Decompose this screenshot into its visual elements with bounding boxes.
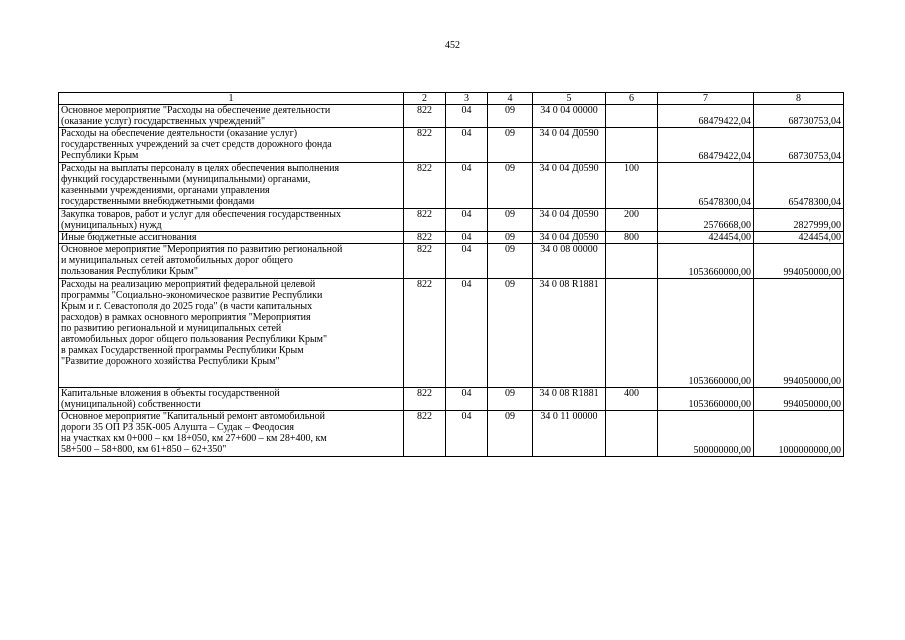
column-header: 7 bbox=[658, 93, 754, 105]
column-header: 2 bbox=[404, 93, 446, 105]
section-code: 04 bbox=[446, 128, 488, 163]
section-code: 04 bbox=[446, 105, 488, 128]
column-header: 1 bbox=[59, 93, 404, 105]
section-code: 04 bbox=[446, 232, 488, 244]
amount-year-1: 1053660000,00 bbox=[658, 244, 754, 279]
table-row bbox=[59, 388, 844, 411]
target-article-code: 34 0 08 R1881 bbox=[533, 279, 606, 388]
page-number: 452 bbox=[445, 40, 460, 51]
subsection-code: 09 bbox=[488, 105, 533, 128]
expense-type-code bbox=[606, 411, 658, 457]
subsection-code: 09 bbox=[488, 244, 533, 279]
amount-year-1: 500000000,00 bbox=[658, 411, 754, 457]
table-row bbox=[59, 244, 844, 279]
section-code: 04 bbox=[446, 411, 488, 457]
grbs-code: 822 bbox=[404, 244, 446, 279]
amount-year-1: 65478300,04 bbox=[658, 163, 754, 209]
table-row bbox=[59, 232, 844, 244]
amount-year-2: 424454,00 bbox=[754, 232, 844, 244]
grbs-code: 822 bbox=[404, 128, 446, 163]
table-row bbox=[59, 128, 844, 163]
subsection-code: 09 bbox=[488, 279, 533, 388]
amount-year-1: 1053660000,00 bbox=[658, 279, 754, 388]
target-article-code: 34 0 04 Д0590 bbox=[533, 163, 606, 209]
subsection-code: 09 bbox=[488, 163, 533, 209]
table-row bbox=[59, 163, 844, 209]
amount-year-2: 994050000,00 bbox=[754, 244, 844, 279]
target-article-code: 34 0 04 00000 bbox=[533, 105, 606, 128]
column-header: 5 bbox=[533, 93, 606, 105]
amount-year-1: 2576668,00 bbox=[658, 209, 754, 232]
expense-type-code bbox=[606, 128, 658, 163]
column-header: 3 bbox=[446, 93, 488, 105]
amount-year-2: 1000000000,00 bbox=[754, 411, 844, 457]
target-article-code: 34 0 04 Д0590 bbox=[533, 128, 606, 163]
column-header: 4 bbox=[488, 93, 533, 105]
subsection-code: 09 bbox=[488, 411, 533, 457]
expense-name: Расходы на выплаты персоналу в целях обеспечения выполнения функций государственными (муниципальными) органами, казенными учреждениями, органами управления государственными внебюджетными фондами bbox=[59, 163, 404, 209]
expense-type-code bbox=[606, 279, 658, 388]
amount-year-1: 68479422,04 bbox=[658, 105, 754, 128]
grbs-code: 822 bbox=[404, 411, 446, 457]
expense-name: Расходы на обеспечение деятельности (оказание услуг) государственных учреждений за счет средств дорожного фонда Республики Крым bbox=[59, 128, 404, 163]
table-header-row bbox=[59, 93, 844, 105]
section-code: 04 bbox=[446, 244, 488, 279]
subsection-code: 09 bbox=[488, 128, 533, 163]
amount-year-2: 68730753,04 bbox=[754, 128, 844, 163]
expense-name: Основное мероприятие "Капитальный ремонт автомобильной дороги 35 ОП РЗ 35К-005 Алушта – Судак – Феодосия на участках км 0+000 – км 18+050, км 27+600 – км 28+400, км 58+500 – 58+800, км 61+850 – 62+350" bbox=[59, 411, 404, 457]
amount-year-2: 994050000,00 bbox=[754, 388, 844, 411]
section-code: 04 bbox=[446, 209, 488, 232]
table-row bbox=[59, 209, 844, 232]
grbs-code: 822 bbox=[404, 105, 446, 128]
amount-year-2: 2827999,00 bbox=[754, 209, 844, 232]
expense-name: Иные бюджетные ассигнования bbox=[59, 232, 404, 244]
expense-name: Капитальные вложения в объекты государственной (муниципальной) собственности bbox=[59, 388, 404, 411]
subsection-code: 09 bbox=[488, 232, 533, 244]
expense-type-code bbox=[606, 244, 658, 279]
expense-name: Основное мероприятие "Мероприятия по развитию региональной и муниципальных сетей автомобильных дорог общего пользования Республики Крым" bbox=[59, 244, 404, 279]
section-code: 04 bbox=[446, 163, 488, 209]
amount-year-1: 1053660000,00 bbox=[658, 388, 754, 411]
amount-year-2: 65478300,04 bbox=[754, 163, 844, 209]
grbs-code: 822 bbox=[404, 388, 446, 411]
subsection-code: 09 bbox=[488, 209, 533, 232]
target-article-code: 34 0 11 00000 bbox=[533, 411, 606, 457]
expense-name: Основное мероприятие "Расходы на обеспечение деятельности (оказание услуг) государственных учреждений" bbox=[59, 105, 404, 128]
expense-type-code: 400 bbox=[606, 388, 658, 411]
section-code: 04 bbox=[446, 388, 488, 411]
budget-table bbox=[58, 92, 844, 457]
expense-type-code: 100 bbox=[606, 163, 658, 209]
amount-year-2: 68730753,04 bbox=[754, 105, 844, 128]
expense-name: Расходы на реализацию мероприятий федеральной целевой программы "Социально-экономическое развитие Республики Крым и г. Севастополя до 2025 года" (в части капитальных расходов) в рамках основного мероприятия "Мероприятия по развитию региональной и муниципальных сетей автомобильных дорог общего пользования Республики Крым" в рамках Государственной программы Республики Крым "Развитие дорожного хозяйства Республики Крым" bbox=[59, 279, 404, 388]
grbs-code: 822 bbox=[404, 163, 446, 209]
column-header: 8 bbox=[754, 93, 844, 105]
amount-year-1: 424454,00 bbox=[658, 232, 754, 244]
grbs-code: 822 bbox=[404, 232, 446, 244]
target-article-code: 34 0 08 R1881 bbox=[533, 388, 606, 411]
target-article-code: 34 0 04 Д0590 bbox=[533, 209, 606, 232]
column-header: 6 bbox=[606, 93, 658, 105]
table-row bbox=[59, 279, 844, 388]
expense-type-code: 800 bbox=[606, 232, 658, 244]
expense-type-code bbox=[606, 105, 658, 128]
table-row bbox=[59, 105, 844, 128]
subsection-code: 09 bbox=[488, 388, 533, 411]
section-code: 04 bbox=[446, 279, 488, 388]
target-article-code: 34 0 08 00000 bbox=[533, 244, 606, 279]
target-article-code: 34 0 04 Д0590 bbox=[533, 232, 606, 244]
grbs-code: 822 bbox=[404, 209, 446, 232]
expense-name: Закупка товаров, работ и услуг для обеспечения государственных (муниципальных) нужд bbox=[59, 209, 404, 232]
amount-year-2: 994050000,00 bbox=[754, 279, 844, 388]
grbs-code: 822 bbox=[404, 279, 446, 388]
table-row bbox=[59, 411, 844, 457]
amount-year-1: 68479422,04 bbox=[658, 128, 754, 163]
expense-type-code: 200 bbox=[606, 209, 658, 232]
